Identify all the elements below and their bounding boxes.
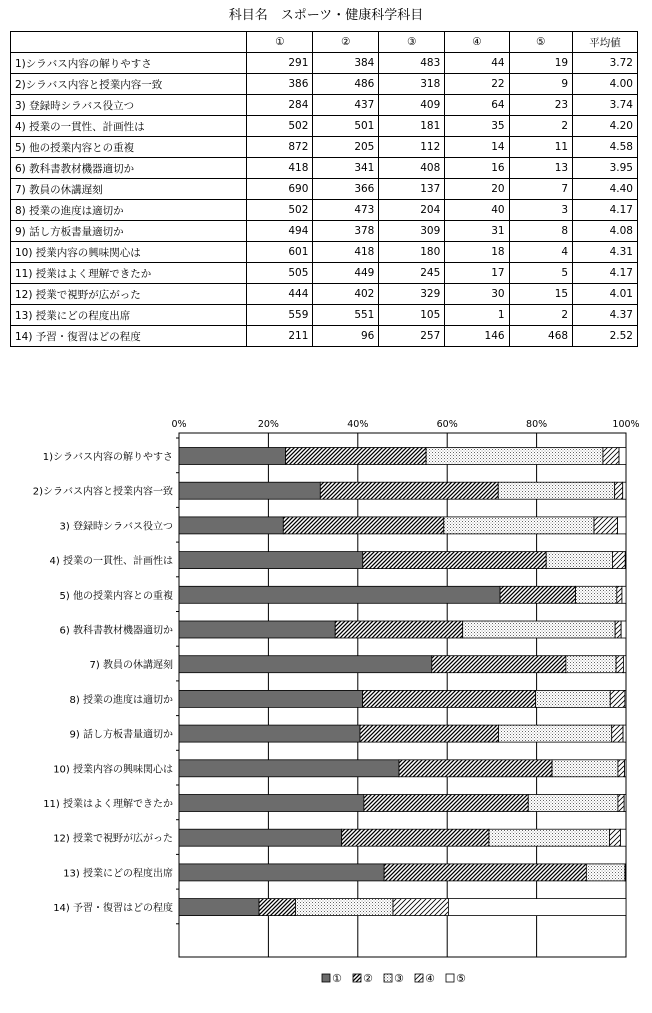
table-cell: 40 [445,200,509,221]
table-row [11,158,638,179]
table-cell: 4.17 [573,263,638,284]
bar-segment [619,448,626,465]
table-cell: 284 [247,95,313,116]
table-cell: 30 [445,284,509,305]
table-cell: 3.74 [573,95,638,116]
table-cell: 291 [247,53,313,74]
results-table [10,31,638,347]
bar-segment [610,690,625,707]
category-label: 11) 授業はよく理解できたか [43,799,173,810]
row-label: 8) 授業の進度は適切か [11,200,247,221]
table-cell: 3.95 [573,158,638,179]
table-cell: 318 [379,74,445,95]
bar-segment [360,725,498,742]
bar-segment [363,690,536,707]
bar-segment [363,552,546,569]
table-cell: 7 [509,179,572,200]
table-header-cell: ④ [445,32,509,53]
bar-segment [179,552,363,569]
table-cell: 31 [445,221,509,242]
row-label: 5) 他の授業内容との重複 [11,137,247,158]
table-cell: 180 [379,242,445,263]
bar-segment [342,829,489,846]
bar-segment [179,517,283,534]
table-cell: 20 [445,179,509,200]
table-header-cell: ② [313,32,379,53]
table-cell: 329 [379,284,445,305]
table-cell: 408 [379,158,445,179]
table-row [11,179,638,200]
table-cell: 4.31 [573,242,638,263]
table-row [11,53,638,74]
table-cell: 402 [313,284,379,305]
table-cell: 690 [247,179,313,200]
bar-segment [393,899,448,916]
table-cell: 366 [313,179,379,200]
table-cell: 105 [379,305,445,326]
table-header-cell: 平均値 [573,32,638,53]
table-cell: 505 [247,263,313,284]
category-label: 10) 授業内容の興味関心は [53,764,173,776]
table-cell: 112 [379,137,445,158]
bar-segment [335,621,462,638]
bar-segment [618,795,624,812]
category-label: 6) 教科書教材機器適切か [59,625,173,637]
table-row [11,221,638,242]
table-cell: 551 [313,305,379,326]
category-label: 5) 他の授業内容との重複 [59,590,173,602]
table-cell: 502 [247,116,313,137]
bar-segment [179,829,342,846]
table-body [11,53,638,347]
bar-segment [616,656,623,673]
table-cell: 437 [313,95,379,116]
bar-segment [498,725,611,742]
table-cell: 13 [509,158,572,179]
bar-segment [623,482,626,499]
table-cell: 4.37 [573,305,638,326]
bar-segment [444,517,594,534]
bar-segment [179,656,432,673]
table-row [11,305,638,326]
bar-segment [552,760,618,777]
table-cell: 502 [247,200,313,221]
row-label: 6) 教科書教材機器適切か [11,158,247,179]
table-cell: 501 [313,116,379,137]
table-cell: 384 [313,53,379,74]
bar-segment [615,482,623,499]
bar-segment [621,829,626,846]
table-cell: 3 [509,200,572,221]
table-cell: 601 [247,242,313,263]
table-cell: 4.00 [573,74,638,95]
table-cell: 146 [445,326,509,347]
table-cell: 473 [313,200,379,221]
bar-segment [618,517,626,534]
table-row [11,74,638,95]
x-tick-label: 40% [347,419,369,430]
category-label: 1)シラバス内容の解りやすさ [42,452,173,463]
bar-segment [603,448,619,465]
legend-label: ② [363,972,373,985]
table-cell: 4.20 [573,116,638,137]
table-cell: 9 [509,74,572,95]
bar-segment [625,760,626,777]
table-cell: 18 [445,242,509,263]
bar-segment [426,448,603,465]
table-cell: 35 [445,116,509,137]
row-label: 1)シラバス内容の解りやすさ [11,53,247,74]
bar-segment [610,829,621,846]
table-cell: 872 [247,137,313,158]
table-header-row [11,32,638,53]
row-label: 14) 予習・復習はどの程度 [11,326,247,347]
category-label: 12) 授業で視野が広がった [53,833,173,845]
table-cell: 386 [247,74,313,95]
table-row [11,242,638,263]
x-tick-label: 20% [257,419,279,430]
bar-segment [546,552,612,569]
bar-segment [320,482,498,499]
bar-segment [576,586,617,603]
category-label: 8) 授業の進度は適切か [69,694,173,706]
table-cell: 8 [509,221,572,242]
table-header-cell [11,32,247,53]
bar-segment [179,864,384,881]
bar-segment [612,552,625,569]
row-label: 9) 話し方板書量適切か [11,221,247,242]
bar-segment [399,760,552,777]
table-cell: 483 [379,53,445,74]
table-cell: 19 [509,53,572,74]
table-cell: 14 [445,137,509,158]
table-cell: 64 [445,95,509,116]
table-cell: 1 [445,305,509,326]
table-cell: 449 [313,263,379,284]
table-row [11,263,638,284]
table-cell: 486 [313,74,379,95]
bar-segment [624,795,626,812]
table-cell: 2 [509,116,572,137]
bar-segment [432,656,566,673]
table-cell: 559 [247,305,313,326]
category-label: 4) 授業の一貫性、計画性は [49,556,173,568]
bar-segment [625,864,626,881]
table-cell: 494 [247,221,313,242]
bar-segment [259,899,295,916]
bar-segment [617,586,622,603]
category-label: 3) 登録時シラバス役立つ [59,521,173,533]
legend-label: ④ [425,972,435,985]
table-cell: 4 [509,242,572,263]
table-cell: 5 [509,263,572,284]
table-cell: 418 [313,242,379,263]
row-label: 4) 授業の一貫性、計画性は [11,116,247,137]
row-label: 12) 授業で視野が広がった [11,284,247,305]
table-row [11,326,638,347]
table-header-cell: ⑤ [509,32,572,53]
bar-segment [621,621,626,638]
bar-segment [528,795,618,812]
bar-segment [566,656,616,673]
row-label: 3) 登録時シラバス役立つ [11,95,247,116]
table-cell: 44 [445,53,509,74]
table-cell: 211 [247,326,313,347]
bar-segment [615,621,621,638]
table-cell: 181 [379,116,445,137]
table-cell: 309 [379,221,445,242]
legend-label: ⑤ [456,972,466,985]
table-row [11,284,638,305]
table-cell: 378 [313,221,379,242]
bar-segment [179,725,360,742]
table-cell: 4.40 [573,179,638,200]
category-label: 7) 教員の休講遅刻 [89,660,173,672]
bar-segment [179,760,399,777]
table-row [11,137,638,158]
table-cell: 409 [379,95,445,116]
x-tick-label: 80% [526,419,548,430]
bar-segment [536,690,611,707]
table-cell: 418 [247,158,313,179]
row-label: 13) 授業にどの程度出席 [11,305,247,326]
row-label: 7) 教員の休講遅刻 [11,179,247,200]
table-cell: 15 [509,284,572,305]
table-cell: 468 [509,326,572,347]
legend-label: ① [332,972,342,985]
bar-segment [623,656,626,673]
table-header-cell: ③ [379,32,445,53]
table-cell: 96 [313,326,379,347]
table-cell: 341 [313,158,379,179]
table-row [11,116,638,137]
table-cell: 3.72 [573,53,638,74]
bar-segment [179,482,320,499]
bar-segment [498,482,614,499]
table-header-cell: ① [247,32,313,53]
table-cell: 257 [379,326,445,347]
table-cell: 23 [509,95,572,116]
bar-segment [622,586,626,603]
bar-segment [384,864,586,881]
table-cell: 204 [379,200,445,221]
bar-segment [179,448,286,465]
row-label: 2)シラバス内容と授業内容一致 [11,74,247,95]
page-title: 科目名 スポーツ・健康科学科目 [228,8,424,23]
bar-segment [179,690,363,707]
bar-segment [179,795,364,812]
bar-segment [586,864,625,881]
x-tick-label: 60% [436,419,458,430]
table-cell: 205 [313,137,379,158]
table-cell: 22 [445,74,509,95]
table-row [11,200,638,221]
table-row [11,95,638,116]
bar-segment [286,448,427,465]
table-cell: 4.01 [573,284,638,305]
row-label: 11) 授業はよく理解できたか [11,263,247,284]
bar-segment [179,899,259,916]
bar-segment [625,552,626,569]
table-cell: 444 [247,284,313,305]
bar-segment [463,621,615,638]
table-cell: 17 [445,263,509,284]
table-cell: 2 [509,305,572,326]
legend-swatch [353,974,361,982]
stacked-bar-chart [0,410,652,1010]
category-label: 2)シラバス内容と授業内容一致 [32,486,173,498]
bar-segment [179,621,335,638]
table-cell: 137 [379,179,445,200]
bar-segment [179,586,500,603]
bar-segment [623,725,626,742]
table-cell: 4.17 [573,200,638,221]
bar-segment [364,795,528,812]
legend-swatch [446,974,454,982]
bar-segment [500,586,575,603]
table-cell: 4.58 [573,137,638,158]
row-label: 10) 授業内容の興味関心は [11,242,247,263]
bar-segment [448,899,626,916]
bar-segment [618,760,625,777]
table-cell: 4.08 [573,221,638,242]
bar-segment [625,690,626,707]
table-cell: 245 [379,263,445,284]
category-label: 9) 話し方板書量適切か [69,729,173,741]
bar-segment [295,899,393,916]
table-cell: 11 [509,137,572,158]
legend-swatch [384,974,392,982]
table-cell: 16 [445,158,509,179]
bar-segment [594,517,618,534]
table-cell: 2.52 [573,326,638,347]
legend-swatch [415,974,423,982]
bar-segment [612,725,623,742]
category-label: 14) 予習・復習はどの程度 [53,903,173,915]
x-tick-label: 100% [612,419,640,430]
bar-segment [283,517,444,534]
legend-label: ③ [394,972,404,985]
category-label: 13) 授業にどの程度出席 [63,868,173,880]
bar-segment [489,829,610,846]
legend-swatch [322,974,330,982]
x-tick-label: 0% [171,419,187,430]
